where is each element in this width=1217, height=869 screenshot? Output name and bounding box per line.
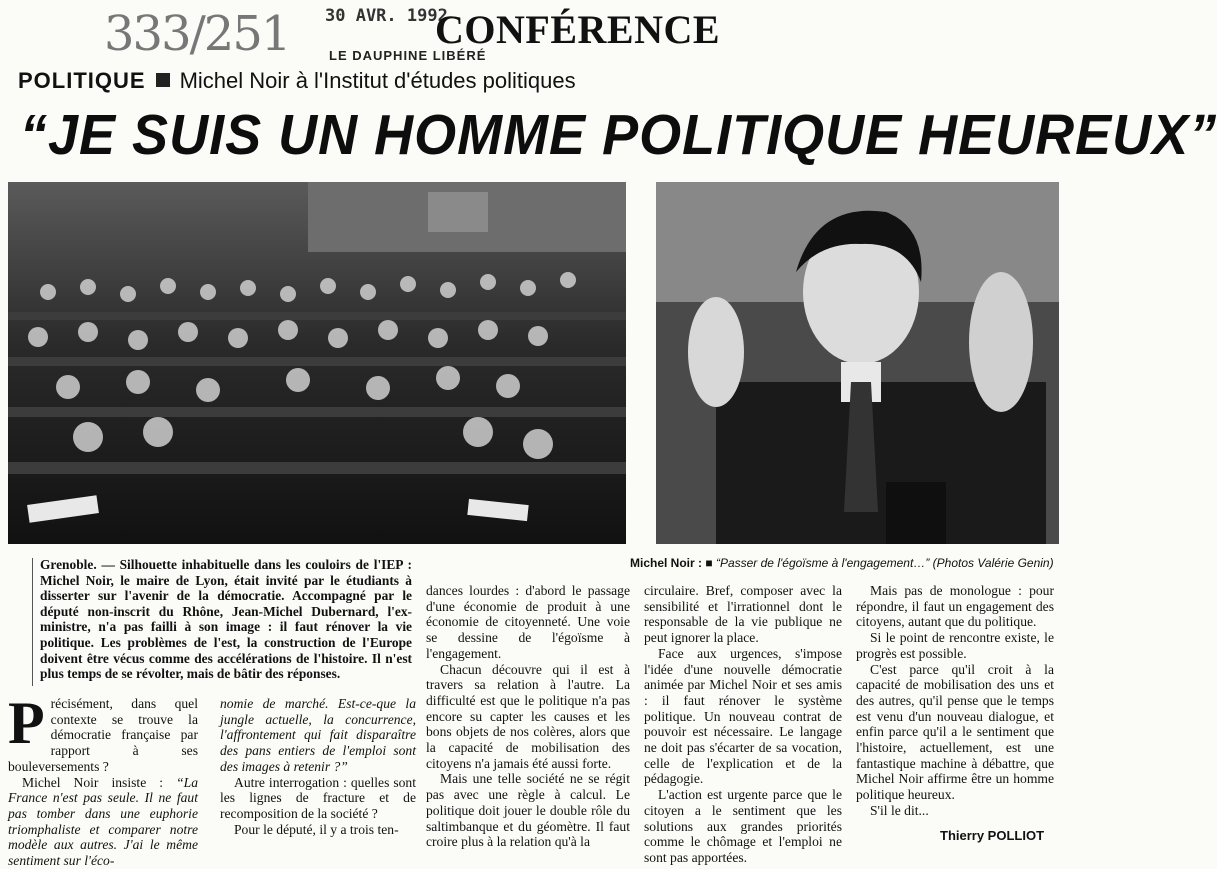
lead-paragraph: Grenoble. — Silhouette inhabituelle dans les couloirs de l'IEP : Michel Noir, le maire de Lyon, était invité par le étudiants à disserter sur l'avenir de la démocratie. Accompagné par le député non-inscrit du Rhône, Jean-Michel Dubernard, l'ex-ministre, n'a pas failli à son image : il faut rénover la vie politique. Les problèmes de l'est, la construction de l'Europe doivent être vécus comme des accélérations de l'histoire. Il n'est plus temps de se révolter, mais de bâtir des réponses. (40, 557, 412, 682)
paragraph: Pour le député, il y a trois ten- (234, 821, 399, 837)
paragraph: Chacun découvre qui il est à travers sa relation à l'autre. La difficulté est que le politique n'a pas encore su capter les causes et les bons objets de nos colères, alors que la capacité de mobilisation des citoyens n'a jamais été aussi forte. (426, 661, 630, 771)
quote-text: nomie de marché. Est-ce-que la jungle actuelle, la concurrence, l'affrontement qui fait disparaître des pans entiers de l'emploi sont des images à retenir ?” (220, 696, 416, 774)
kicker-subject: Michel Noir à l'Institut d'études politiques (179, 68, 576, 93)
paragraph-text: récisément, dans quel contexte se trouve la démocratie française par rapport à ses bouleversements ? (8, 696, 198, 774)
lecture-hall-illustration (8, 182, 626, 544)
square-bullet-icon: ■ (705, 556, 713, 570)
section-title: CONFÉRENCE (435, 7, 721, 52)
paragraph (8, 690, 198, 775)
author-signature: Thierry POLLIOT (940, 828, 1045, 843)
rubric-label: POLITIQUE (18, 68, 146, 93)
handwritten-reference: 333/251 (104, 6, 290, 62)
lecture-hall-photo (8, 182, 626, 544)
headline: “JE SUIS UN HOMME POLITIQUE HEUREUX” (20, 103, 1217, 167)
paragraph: S'il le dit... (870, 802, 929, 818)
column-3 (426, 583, 630, 850)
kicker (18, 68, 576, 94)
portrait-illustration (656, 182, 1059, 544)
column-5 (856, 583, 1054, 819)
michel-noir-photo (656, 182, 1059, 544)
chapo-rule (32, 558, 33, 686)
drop-cap: P (8, 690, 45, 756)
paragraph: Mais pas de monologue : pour répondre, il faut un engagement des citoyens, autant que du politique. (856, 583, 1054, 630)
paragraph: Face aux urgences, s'impose l'idée d'une nouvelle démocratie animée par Michel Noir et ses amis : il faut rénover le système politique. Un nouveau contrat de pouvoir est nécessaire. Le langage ne doit pas s'écarter de sa vocation, celle de l'explication et de la pédagogie. (644, 645, 842, 787)
newspaper-source: LE DAUPHINE LIBÉRÉ (329, 48, 487, 63)
paragraph (220, 696, 416, 775)
paragraph-text: Michel Noir insiste : (22, 774, 177, 790)
date-stamp: 30 AVR. 1992 (325, 6, 448, 26)
paragraph: Autre interrogation : quelles sont les lignes de fracture et de recomposition de la société ? (220, 774, 416, 821)
photo-caption (630, 556, 1060, 570)
column-1 (8, 690, 198, 869)
paragraph (8, 775, 198, 869)
paragraph: Si le point de rencontre existe, le progrès est possible. (856, 630, 1054, 661)
square-bullet-icon (156, 73, 170, 87)
caption-name: Michel Noir : (630, 556, 703, 570)
column-4 (644, 583, 842, 866)
paragraph: L'action est urgente parce que le citoyen a le sentiment que les solutions aux grandes priorités comme le chômage et l'emploi ne sont pas apportées. (644, 787, 842, 865)
caption-quote: “Passer de l'égoïsme à l'engagement…” (715, 556, 930, 570)
caption-credit: (Photos Valérie Genin) (932, 556, 1054, 570)
column-2 (220, 696, 416, 837)
paragraph: Mais une telle société ne se régit pas avec une règle à calcul. Le politique doit jouer le double rôle du saltimbanque et du géomètre. Il faut croire plus à la relation qu'à la (426, 771, 630, 850)
quote-text: “La France n'est pas seule. Il ne faut pas tomber dans une euphorie triomphaliste et comparer notre modèle aux autres. J'ai le même sentiment sur l'éco- (8, 774, 198, 869)
paragraph: dances lourdes : d'abord le passage d'une économie de produit à une économie de citoyenneté. Une voie se dessine de l'égoïsme à l'engagement. (426, 583, 630, 661)
paragraph: circulaire. Bref, composer avec la sensibilité et l'irrationnel dont le responsable de la vie publique ne peut ignorer la place. (644, 583, 842, 646)
paragraph: C'est parce qu'il croit à la capacité de mobilisation des uns et des autres, qu'il pense que le temps est venu d'un nouveau dialogue, et enfin parce qu'il a le sentiment que l'histoire, actuellement, est une fantastique machine à débattre, que Michel Noir affirme être un homme politique heureux. (856, 661, 1054, 803)
